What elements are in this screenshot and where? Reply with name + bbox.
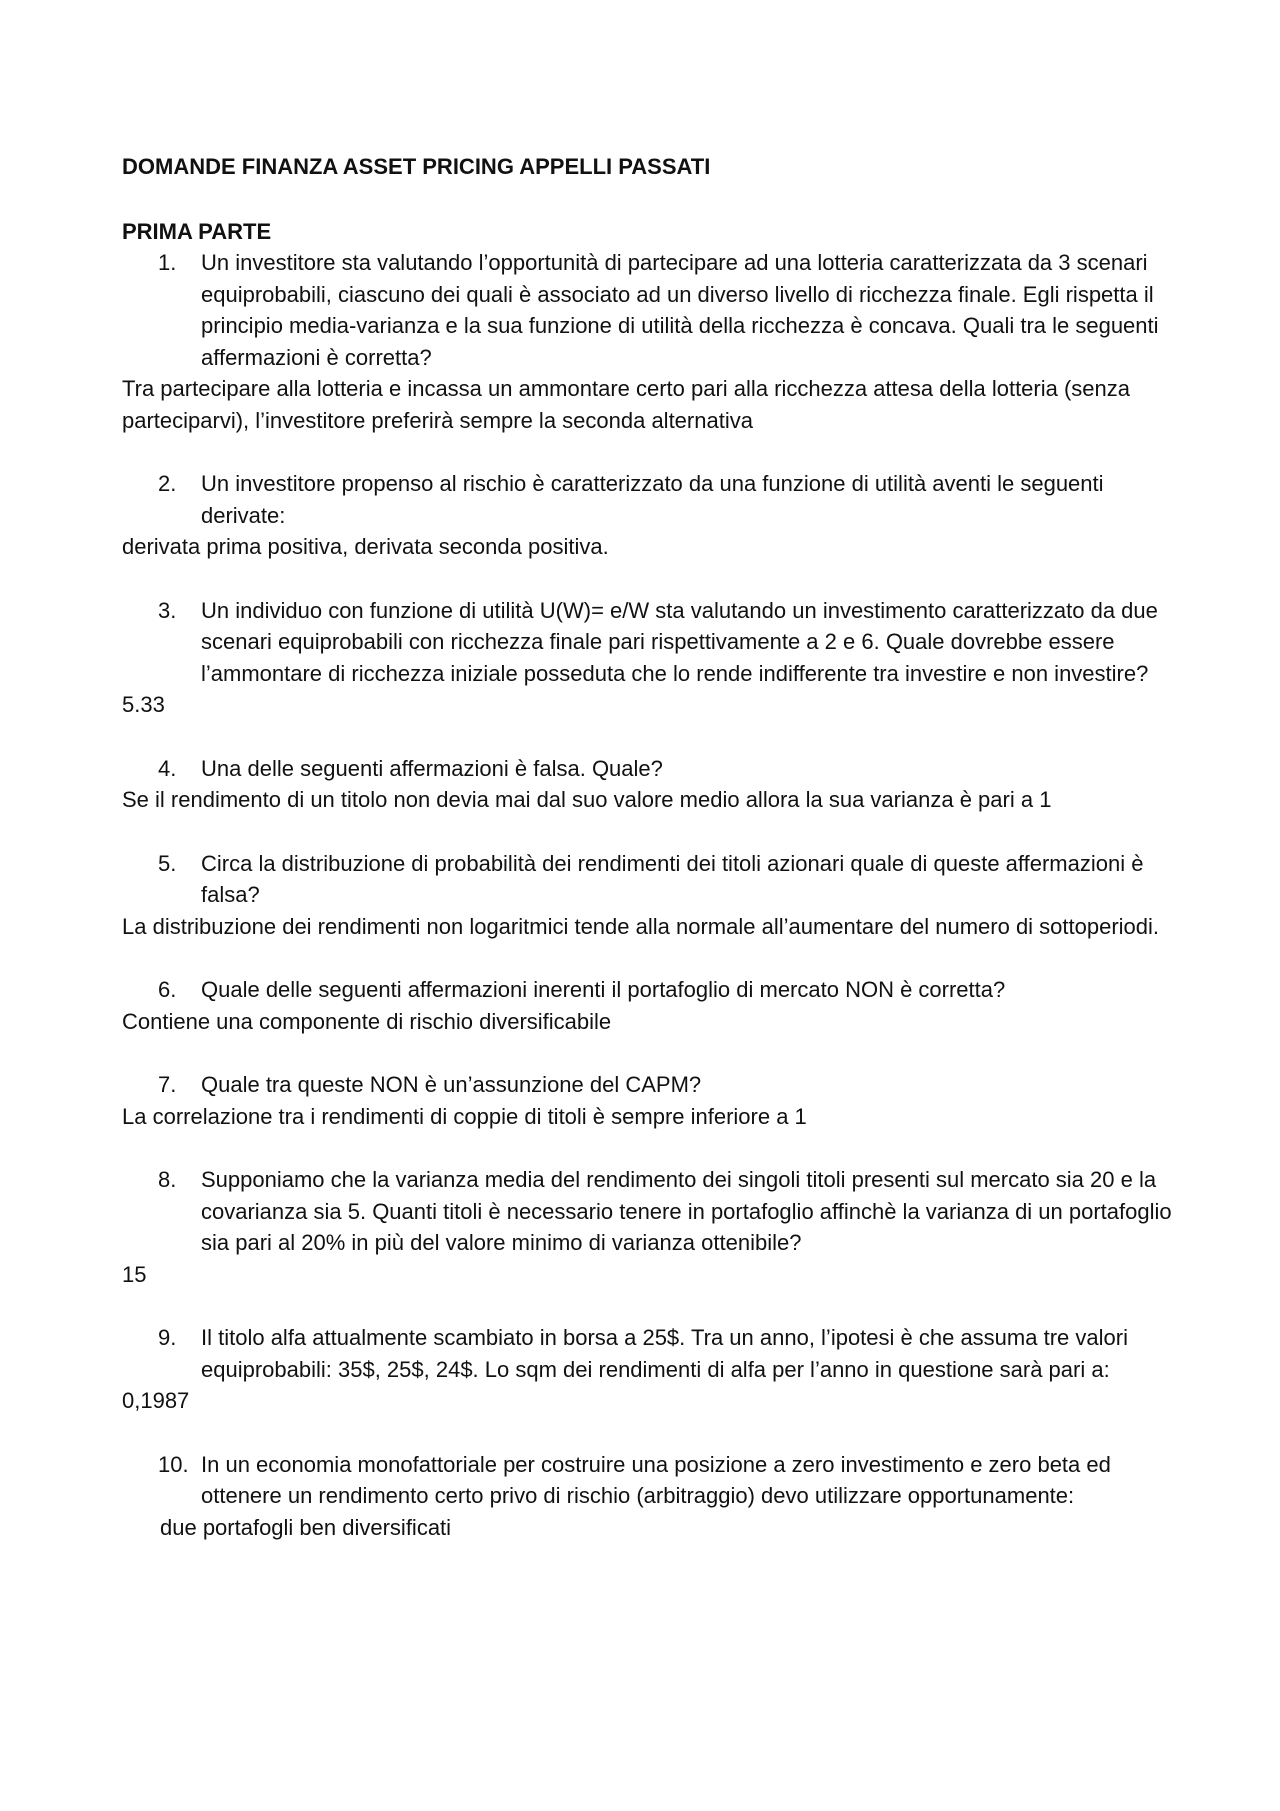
question-number: 10.: [158, 1451, 189, 1477]
answer-9: 0,1987: [122, 1388, 190, 1413]
question-10: [122, 1449, 1172, 1512]
question-text: Una delle seguenti affermazioni è falsa. Quale?: [201, 755, 663, 781]
question-block: [122, 974, 1172, 1037]
question-number: 3.: [158, 597, 177, 623]
question-block: [122, 468, 1172, 563]
question-text: Supponiamo che la varianza media del rendimento dei singoli titoli presenti sul mercato sia 20 e la covarianza sia 5. Quanti titoli è necessario tenere in portafoglio affinchè la varianza di un portafoglio sia pari al 20% in più del valore minimo di varianza ottenibile?: [201, 1167, 1172, 1255]
answer-3: 5.33: [122, 692, 165, 717]
answer-1: Tra partecipare alla lotteria e incassa un ammontare certo pari alla ricchezza attesa della lotteria (senza parteciparvi), l’investitore preferirà sempre la seconda alternativa: [122, 376, 1131, 433]
question-text: Un individuo con funzione di utilità U(W)= e/W sta valutando un investimento caratterizzato da due scenari equiprobabili con ricchezza finale pari rispettivamente a 2 e 6. Quale dovrebbe essere l’ammontare di ricchezza iniziale posseduta che lo rende indifferente tra investire e non investire?: [201, 597, 1158, 686]
document-content: [122, 151, 1172, 1543]
question-5: [122, 848, 1172, 911]
answer-7: La correlazione tra i rendimenti di coppie di titoli è sempre inferiore a 1: [122, 1103, 807, 1129]
question-number: 5.: [158, 850, 177, 876]
question-number: 2.: [158, 471, 177, 496]
question-8: [122, 1164, 1172, 1259]
question-text: In un economia monofattoriale per costruire una posizione a zero investimento e zero beta ed ottenere un rendimento certo privo di rischio (arbitraggio) devo utilizzare opportunamente:: [201, 1451, 1111, 1508]
question-number: 4.: [158, 755, 177, 781]
question-number: 8.: [158, 1167, 177, 1192]
question-block: [122, 1322, 1172, 1417]
question-text: Un investitore sta valutando l’opportunità di partecipare ad una lotteria caratterizzata da 3 scenari equiprobabili, ciascuno dei quali è associato ad un diverso livello di ricchezza finale. Egli rispetta il principio media-varianza e la sua funzione di utilità della ricchezza è concava. Quali tra le seguenti affermazioni è corretta?: [201, 250, 1159, 370]
question-text: Circa la distribuzione di probabilità dei rendimenti dei titoli azionari quale di queste affermazioni è falsa?: [201, 850, 1144, 907]
question-number: 9.: [158, 1325, 177, 1350]
question-block: [122, 1069, 1172, 1132]
question-block: [122, 595, 1172, 721]
question-block: [122, 848, 1172, 943]
question-text: Quale delle seguenti affermazioni inerenti il portafoglio di mercato NON è corretta?: [201, 977, 1006, 1002]
question-3: [122, 595, 1172, 690]
question-9: [122, 1322, 1172, 1385]
answer-4: Se il rendimento di un titolo non devia mai dal suo valore medio allora la sua varianza è pari a 1: [122, 787, 1052, 812]
question-number: 1.: [158, 250, 177, 275]
question-7: [122, 1069, 1172, 1101]
document-title: DOMANDE FINANZA ASSET PRICING APPELLI PASSATI: [122, 154, 711, 179]
question-6: [122, 974, 1172, 1006]
question-4: [122, 753, 1172, 785]
question-number: 6.: [158, 977, 177, 1002]
answer-5: La distribuzione dei rendimenti non logaritmici tende alla normale all’aumentare del numero di sottoperiodi.: [122, 913, 1160, 939]
question-2: [122, 468, 1172, 531]
answer-8: 15: [122, 1261, 147, 1287]
question-text: Quale tra queste NON è un’assunzione del CAPM?: [201, 1072, 702, 1097]
section-title: PRIMA PARTE: [122, 218, 272, 244]
question-block: [122, 247, 1172, 436]
answer-6: Contiene una componente di rischio diversificabile: [122, 1008, 612, 1034]
question-1: [122, 247, 1172, 373]
question-number: 7.: [158, 1072, 177, 1097]
answer-2: derivata prima positiva, derivata seconda positiva.: [122, 534, 609, 559]
question-block: [122, 1449, 1172, 1544]
question-block: [122, 753, 1172, 816]
question-text: Un investitore propenso al rischio è caratterizzato da una funzione di utilità aventi le seguenti derivate:: [201, 471, 1104, 528]
answer-10: due portafogli ben diversificati: [160, 1514, 452, 1540]
question-block: [122, 1164, 1172, 1290]
question-text: Il titolo alfa attualmente scambiato in borsa a 25$. Tra un anno, l’ipotesi è che assuma tre valori equiprobabili: 35$, 25$, 24$. Lo sqm dei rendimenti di alfa per l’anno in questione sarà pari a:: [201, 1325, 1128, 1382]
